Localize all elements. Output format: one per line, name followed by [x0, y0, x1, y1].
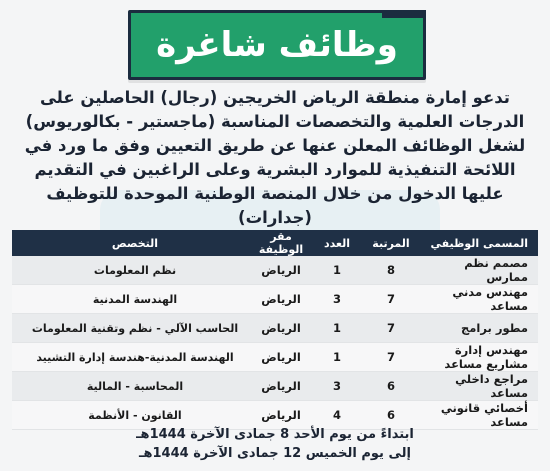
cell-rank: 8 — [386, 263, 395, 277]
cell-rank: 7 — [386, 292, 395, 306]
table-row — [12, 343, 538, 372]
cell-location: الرياض — [261, 408, 301, 422]
end-date-line: إلى يوم الخميس 12 جمادى الآخرة 1444هـ — [139, 446, 411, 461]
cell-specialty: الحاسب الآلي - نظم وتقنية المعلومات — [31, 321, 239, 335]
cell-job-title: مطور برامج — [461, 321, 528, 335]
cell-rank: 7 — [386, 350, 395, 364]
table-row — [12, 314, 538, 343]
cell-job-title: أخصائي قانوني مساعد — [440, 401, 528, 429]
cell-location: الرياض — [261, 263, 301, 277]
title-banner — [128, 10, 426, 80]
cell-job-title: مهندس مدني مساعد — [452, 285, 528, 313]
cell-location: الرياض — [261, 292, 301, 306]
cell-count: 1 — [332, 321, 341, 335]
jobs-table — [12, 230, 538, 430]
start-date-line: ابتداءً من يوم الأحد 8 جمادى الآخرة 1444هـ — [136, 427, 414, 442]
intro-paragraph: تدعو إمارة منطقة الرياض الخريجين (رجال) الحاصلين على الدرجات العلمية والتخصصات المناسبة (ماجستير - بكالوريوس) لشغل الوظائف المعلن عنها عن طريق التعيين وفق ما ورد في اللائحة التنفيذية للموارد البشرية وعلى الراغبين في التقديم عليها الدخول من خلال المنصة الوطنية الموحدة للتوظيف (جدارات) — [24, 88, 526, 227]
cell-specialty: القانون - الأنظمة — [88, 408, 182, 422]
table-header — [12, 230, 538, 256]
cell-location: الرياض — [261, 350, 301, 364]
date-range — [12, 425, 538, 463]
cell-job-title: مصمم نظم ممارس — [464, 256, 528, 284]
table-row — [12, 372, 538, 401]
cell-job-title: مهندس إدارة مشاريع مساعد — [444, 343, 528, 371]
cell-specialty: المحاسبة - المالية — [86, 379, 184, 393]
cell-specialty: الهندسة المدنية — [92, 292, 178, 306]
cell-count: 1 — [332, 350, 341, 364]
cell-specialty: الهندسة المدنية-هندسة إدارة التشييد — [36, 350, 234, 364]
table-row — [12, 285, 538, 314]
header-location: مقر الوظيفة — [258, 230, 304, 256]
cell-specialty: نظم المعلومات — [93, 263, 177, 277]
table-row — [12, 256, 538, 285]
cell-count: 1 — [332, 263, 341, 277]
table-body — [12, 256, 538, 430]
cell-job-title: مراجع داخلي مساعد — [455, 372, 528, 400]
page-title: وظائف شاغرة — [156, 25, 398, 65]
cell-rank: 6 — [386, 379, 395, 393]
cell-rank: 6 — [386, 408, 395, 422]
cell-rank: 7 — [386, 321, 395, 335]
header-count: العدد — [323, 236, 351, 250]
cell-count: 4 — [332, 408, 341, 422]
header-specialty: التخصص — [111, 236, 159, 250]
cell-count: 3 — [332, 292, 341, 306]
cell-location: الرياض — [261, 379, 301, 393]
title-accent — [382, 10, 426, 18]
cell-count: 3 — [332, 379, 341, 393]
cell-location: الرياض — [261, 321, 301, 335]
header-rank: المرتبة — [372, 236, 410, 250]
header-job-title: المسمى الوظيفي — [430, 236, 528, 250]
